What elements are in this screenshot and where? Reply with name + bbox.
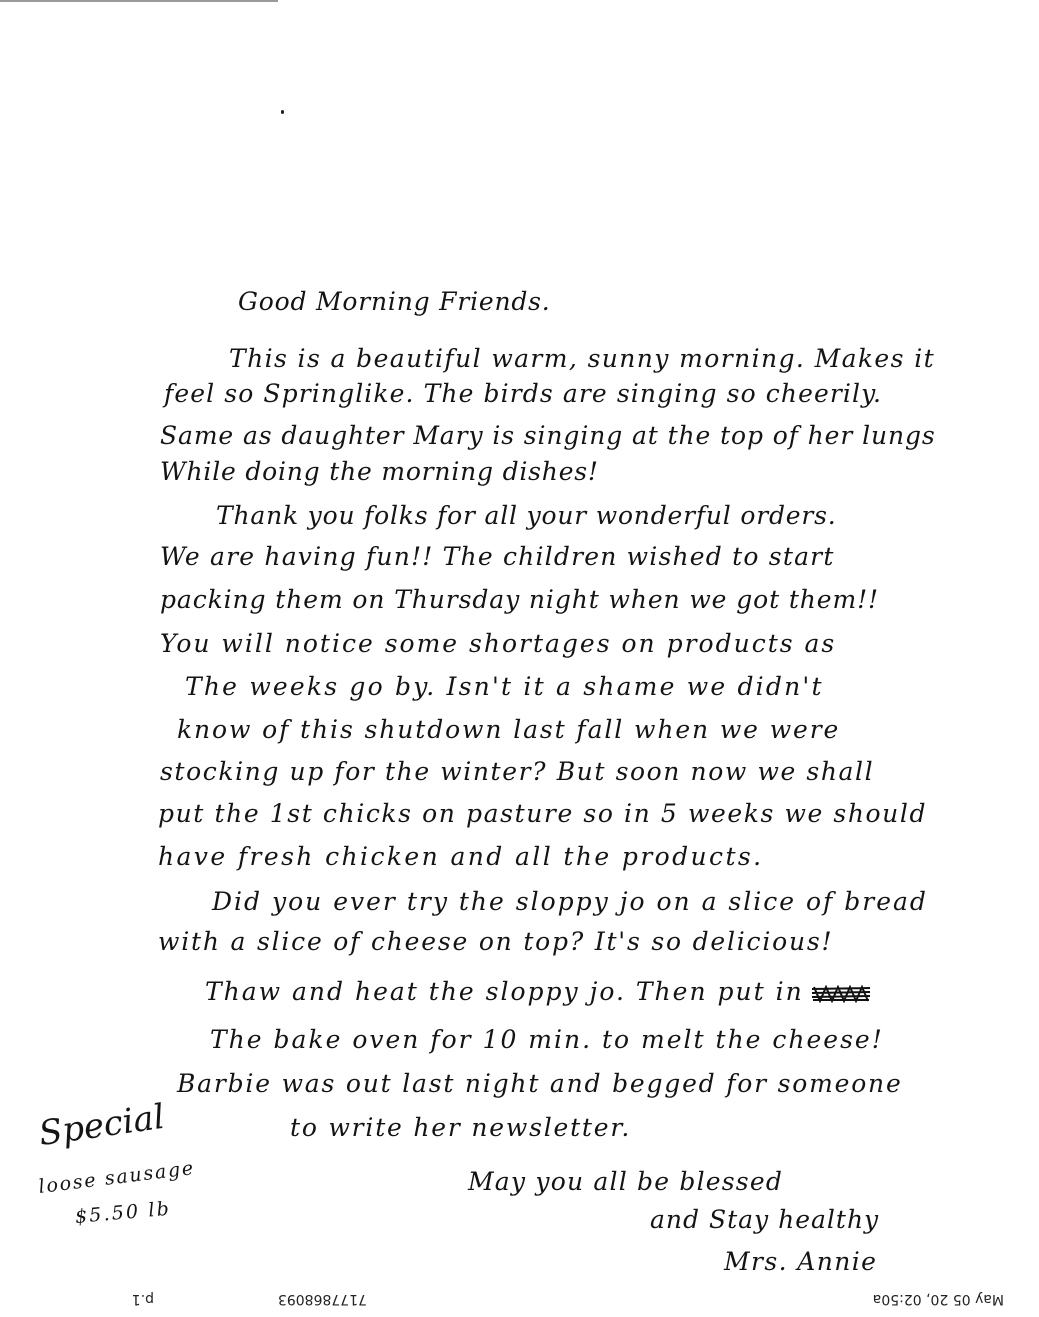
letter-line: While doing the morning dishes! [160,457,599,486]
letter-line: We are having fun!! The children wished to start [160,542,835,571]
special-note [28,1096,238,1242]
crossed-out-scribble [810,985,872,1003]
special-title: Special [36,1096,168,1154]
closing-line: May you all be blessed [468,1167,784,1196]
fax-header-rule [0,0,278,2]
fax-phone-number: 7177868093 [277,1291,367,1307]
letter-line: Same as daughter Mary is singing at the top of her lungs [160,421,936,450]
letter-greeting: Good Morning Friends. [238,287,551,316]
letter-line: The bake oven for 10 min. to melt the cheese! [210,1025,884,1054]
letter-line-text: Thaw and heat the sloppy jo. Then put in [205,977,804,1006]
letter-line: have fresh chicken and all the products. [158,842,764,871]
letter-line: packing them on Thursday night when we got them!! [160,585,880,614]
letter-line: Did you ever try the sloppy jo on a slice of bread [212,887,928,916]
letter-line: Barbie was out last night and begged for someone [177,1069,903,1098]
letter-line: put the 1st chicks on pasture so in 5 weeks we should [158,799,928,828]
signature: Mrs. Annie [724,1247,878,1276]
special-price: $5.50 lb [74,1197,172,1228]
scan-speck [281,110,284,114]
fax-header-upside-down [0,1288,1039,1310]
fax-page-number: p.1 [131,1291,154,1307]
fax-datetime: May 05 20, 02:50a [872,1291,1004,1307]
closing-line: and Stay healthy [650,1205,880,1234]
letter-line: Thank you folks for all your wonderful orders. [216,501,837,530]
letter-line: The weeks go by. Isn't it a shame we didn't [185,672,824,701]
letter-line: This is a beautiful warm, sunny morning. Makes it [229,344,936,373]
letter-line: stocking up for the winter? But soon now we shall [160,757,875,786]
letter-line: to write her newsletter. [290,1113,632,1142]
letter-line-with-scribble [205,976,872,1008]
special-item: loose sausage [37,1157,197,1198]
letter-line: You will notice some shortages on products as [160,629,837,658]
letter-line: with a slice of cheese on top? It's so delicious! [158,927,834,956]
letter-line: feel so Springlike. The birds are singing so cheerily. [164,379,883,408]
letter-line: know of this shutdown last fall when we were [177,715,841,744]
